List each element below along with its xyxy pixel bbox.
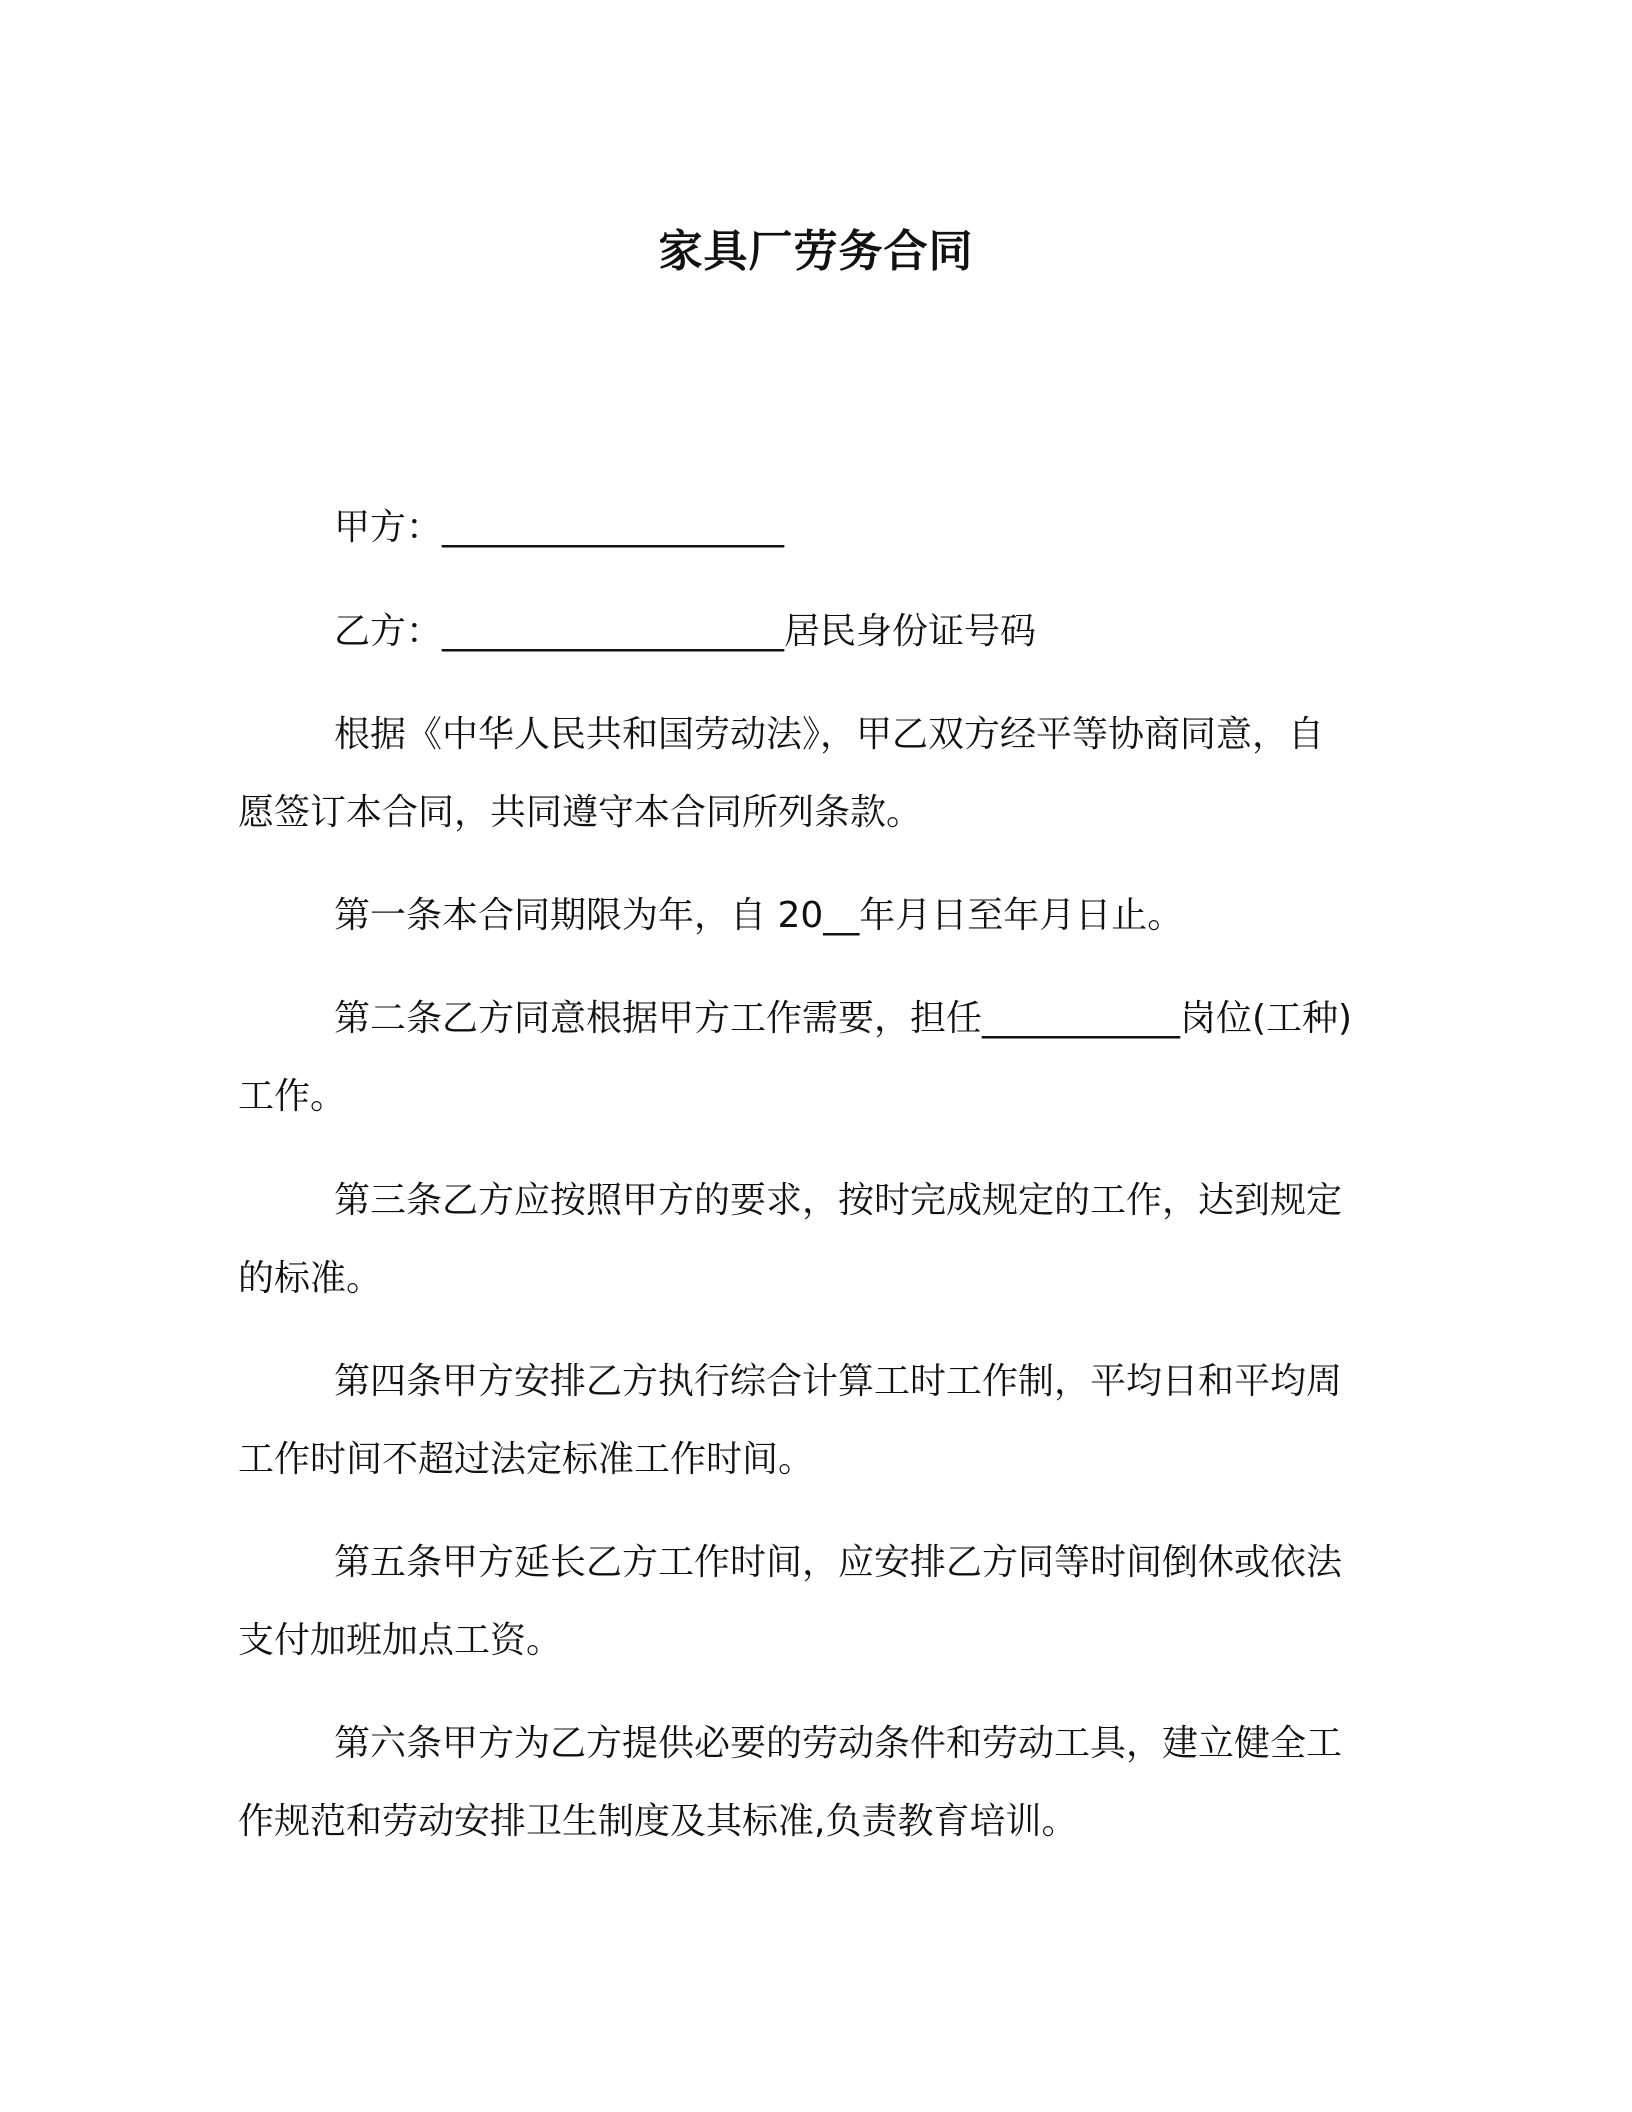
article-4-line-2: 工作时间不超过法定标准工作时间。: [238, 1439, 815, 1480]
article-4-line-1: 第四条甲方安排乙方执行综合计算工时工作制，平均日和平均周: [334, 1361, 1343, 1402]
article-3-line-1: 第三条乙方应按照甲方的要求，按时完成规定的工作，达到规定: [334, 1180, 1343, 1221]
article-6-line-2: 作规范和劳动安排卫生制度及其标准,负责教育培训。: [238, 1801, 1078, 1842]
preamble-line-2: 愿签订本合同，共同遵守本合同所列条款。: [238, 792, 923, 833]
article-5-line-2: 支付加班加点工资。: [238, 1620, 563, 1661]
party-b-line: 乙方：___________________居民身份证号码: [334, 611, 1037, 652]
article-2-line-1: 第二条乙方同意根据甲方工作需要，担任___________岗位(工种): [334, 998, 1353, 1039]
article-6-line-1: 第六条甲方为乙方提供必要的劳动条件和劳动工具，建立健全工: [334, 1723, 1343, 1764]
article-2-line-2: 工作。: [238, 1076, 347, 1117]
article-3-line-2: 的标准。: [238, 1258, 383, 1299]
party-a-line: 甲方：___________________: [334, 507, 785, 548]
article-5-line-1: 第五条甲方延长乙方工作时间，应安排乙方同等时间倒休或依法: [334, 1542, 1343, 1583]
preamble-line-1: 根据《中华人民共和国劳动法》，甲乙双方经平等协商同意，自: [334, 714, 1325, 755]
document-title: 家具厂劳务合同: [658, 226, 974, 277]
article-1-line-1: 第一条本合同期限为年，自 20__年月日至年月日止。: [334, 895, 1184, 936]
